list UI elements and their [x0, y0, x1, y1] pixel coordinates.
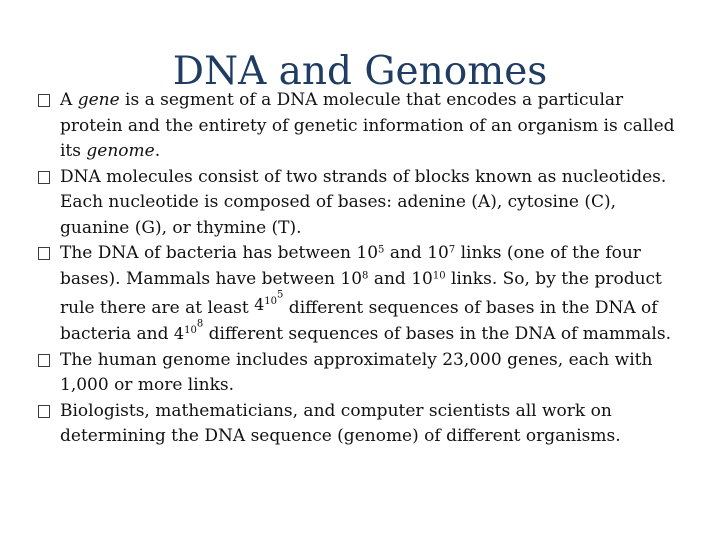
slide-title: DNA and Genomes — [172, 49, 548, 95]
power-exponent-exponent: 5 — [277, 289, 284, 300]
bullet-item-gene-definition — [36, 88, 686, 165]
bullet-text: different sequences of bases in the DNA of mammals. — [203, 324, 671, 345]
power-exponent-base: 10 — [184, 324, 197, 336]
bullet-item-human-genome — [36, 348, 686, 399]
bullet-list — [36, 88, 686, 450]
power-base: 4 — [254, 295, 265, 314]
power-exponent — [184, 318, 204, 336]
square-bullet-icon — [38, 171, 50, 184]
bullet-text: The human genome includes approximately 23,000 genes, each with 1,000 or more links. — [60, 349, 653, 396]
bullet-text: and 10 — [368, 268, 433, 289]
bullet-item-nucleotides — [36, 165, 686, 242]
bullet-text: The DNA of bacteria has between 10 — [60, 243, 379, 263]
bullet-text: links (one of the four bases). Mammals have between 10 — [60, 243, 641, 289]
power-exponent-base: 10 — [264, 295, 278, 307]
power-base: 4 — [173, 324, 185, 344]
bullet-item-link-counts — [36, 241, 686, 348]
term-gene: gene — [77, 90, 120, 110]
square-bullet-icon — [38, 405, 50, 418]
power-exponent-exponent: 8 — [196, 318, 204, 330]
bullet-text: different sequences of bases in the DNA of bacteria and — [60, 297, 658, 345]
bullet-text: A — [60, 90, 78, 110]
square-bullet-icon — [38, 247, 50, 260]
power-mammals — [173, 318, 204, 344]
bullet-text: DNA molecules consist of two strands of blocks known as nucleotides. Each nucleotide is composed of bases: adenine (A), cytosine (C), guanine (G), or thymine (T). — [60, 166, 667, 238]
exponent: 5 — [378, 244, 385, 256]
exponent: 10 — [432, 270, 446, 281]
bullet-text: and 10 — [384, 243, 449, 263]
power-exponent — [264, 289, 284, 307]
bullet-text: Biologists, mathematicians, and computer scientists all work on determining the DNA sequence (genome) of different organisms. — [60, 400, 621, 447]
power-bacteria — [254, 289, 284, 314]
square-bullet-icon — [38, 354, 50, 367]
bullet-text: links. So, by the product rule there are at least — [60, 268, 662, 318]
bullet-text: . — [154, 141, 161, 161]
bullet-item-researchers — [36, 399, 686, 450]
exponent: 7 — [448, 244, 456, 256]
exponent: 8 — [362, 270, 369, 281]
bullet-text: is a segment of a DNA molecule that encodes a particular protein and the entirety of genetic information of an organism is called its — [60, 90, 675, 161]
square-bullet-icon — [38, 94, 50, 107]
term-genome: genome — [86, 141, 155, 161]
